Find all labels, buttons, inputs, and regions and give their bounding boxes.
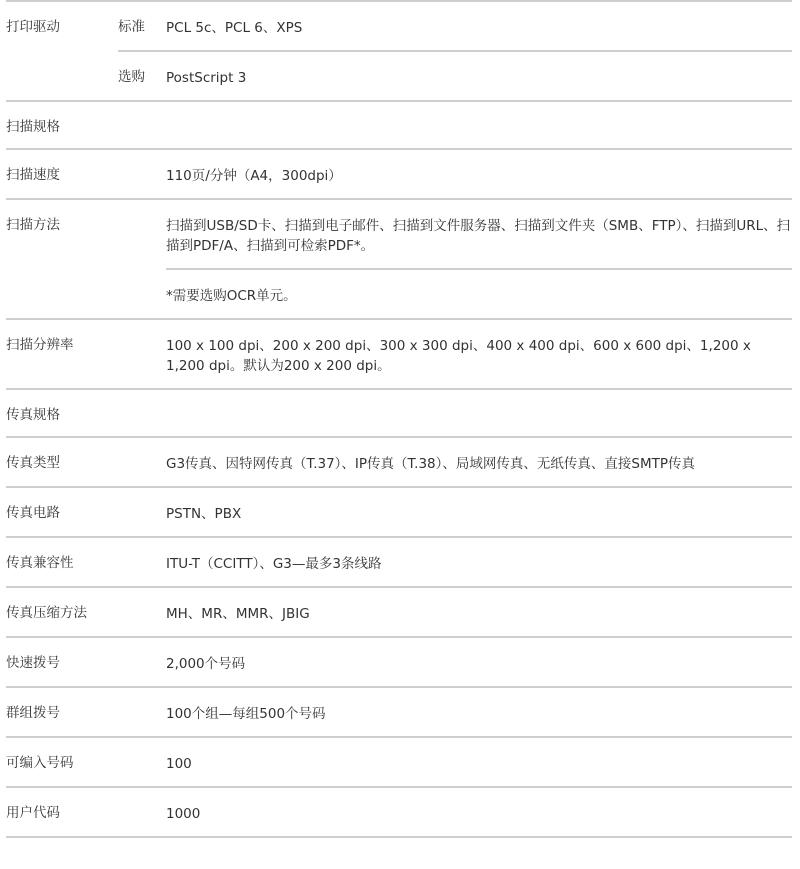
row-label: 用户代码 (6, 805, 60, 821)
row-value: MH、MR、MMR、JBIG (166, 606, 310, 622)
spec-row-speed-dial (6, 638, 792, 688)
row-label: 快速拨号 (6, 655, 60, 671)
row-label: 传真类型 (6, 455, 60, 471)
row-value: 2,000个号码 (166, 656, 246, 672)
section-heading: 传真规格 (6, 407, 60, 423)
row-value: 100个组—每组500个号码 (166, 706, 326, 722)
row-label: 传真电路 (6, 505, 60, 521)
row-value: PostScript 3 (166, 70, 247, 86)
spec-row-scan-method (6, 200, 792, 320)
row-label: 传真兼容性 (6, 555, 74, 571)
row-value: PSTN、PBX (166, 506, 242, 522)
spec-row-fax-compat (6, 538, 792, 588)
spec-row-fax-spec (6, 390, 792, 438)
row-value: ITU-T（CCITT）、G3—最多3条线路 (166, 556, 382, 572)
row-label: 扫描分辨率 (6, 337, 74, 353)
section-heading: 扫描规格 (6, 119, 60, 135)
spec-row-fax-compression (6, 588, 792, 638)
row-value: PCL 5c、PCL 6、XPS (166, 20, 303, 36)
row-label: 传真压缩方法 (6, 605, 87, 621)
row-value: 1000 (166, 806, 201, 822)
row-label: 可编入号码 (6, 755, 74, 771)
row-value: 110页/分钟（A4，300dpi） (166, 168, 342, 184)
spec-row-scan-spec (6, 102, 792, 150)
spec-row-scan-speed (6, 150, 792, 200)
row-label: 群组拨号 (6, 705, 60, 721)
spec-row-fax-line (6, 488, 792, 538)
row-value: 100 (166, 756, 192, 772)
spec-table (6, 0, 792, 838)
spec-row-group-dial (6, 688, 792, 738)
row-value: 扫描到USB/SD卡、扫描到电子邮件、扫描到文件服务器、扫描到文件夹（SMB、FTP）、扫描到URL、扫描到PDF/A、扫描到可检索PDF*。 (166, 218, 791, 254)
spec-row-fax-type (6, 438, 792, 488)
spec-row-scan-resolution (6, 320, 792, 390)
row-label: 扫描方法 (6, 217, 60, 233)
footnote: *需要选购OCR单元。 (166, 288, 297, 304)
spec-row-print-driver (6, 2, 792, 102)
sub-key: 选购 (118, 69, 145, 85)
row-value: 100 x 100 dpi、200 x 200 dpi、300 x 300 dpi、400 x 400 dpi、600 x 600 dpi、1,200 x 1,200 dpi。默认为200 x 200 dpi。 (166, 338, 751, 374)
row-value: G3传真、因特网传真（T.37）、IP传真（T.38）、局域网传真、无纸传真、直接SMTP传真 (166, 456, 696, 472)
spec-row-user-codes (6, 788, 792, 838)
row-label: 扫描速度 (6, 167, 60, 183)
row-label: 打印驱动 (6, 19, 60, 35)
sub-key: 标准 (118, 19, 145, 35)
spec-row-programmable-numbers (6, 738, 792, 788)
